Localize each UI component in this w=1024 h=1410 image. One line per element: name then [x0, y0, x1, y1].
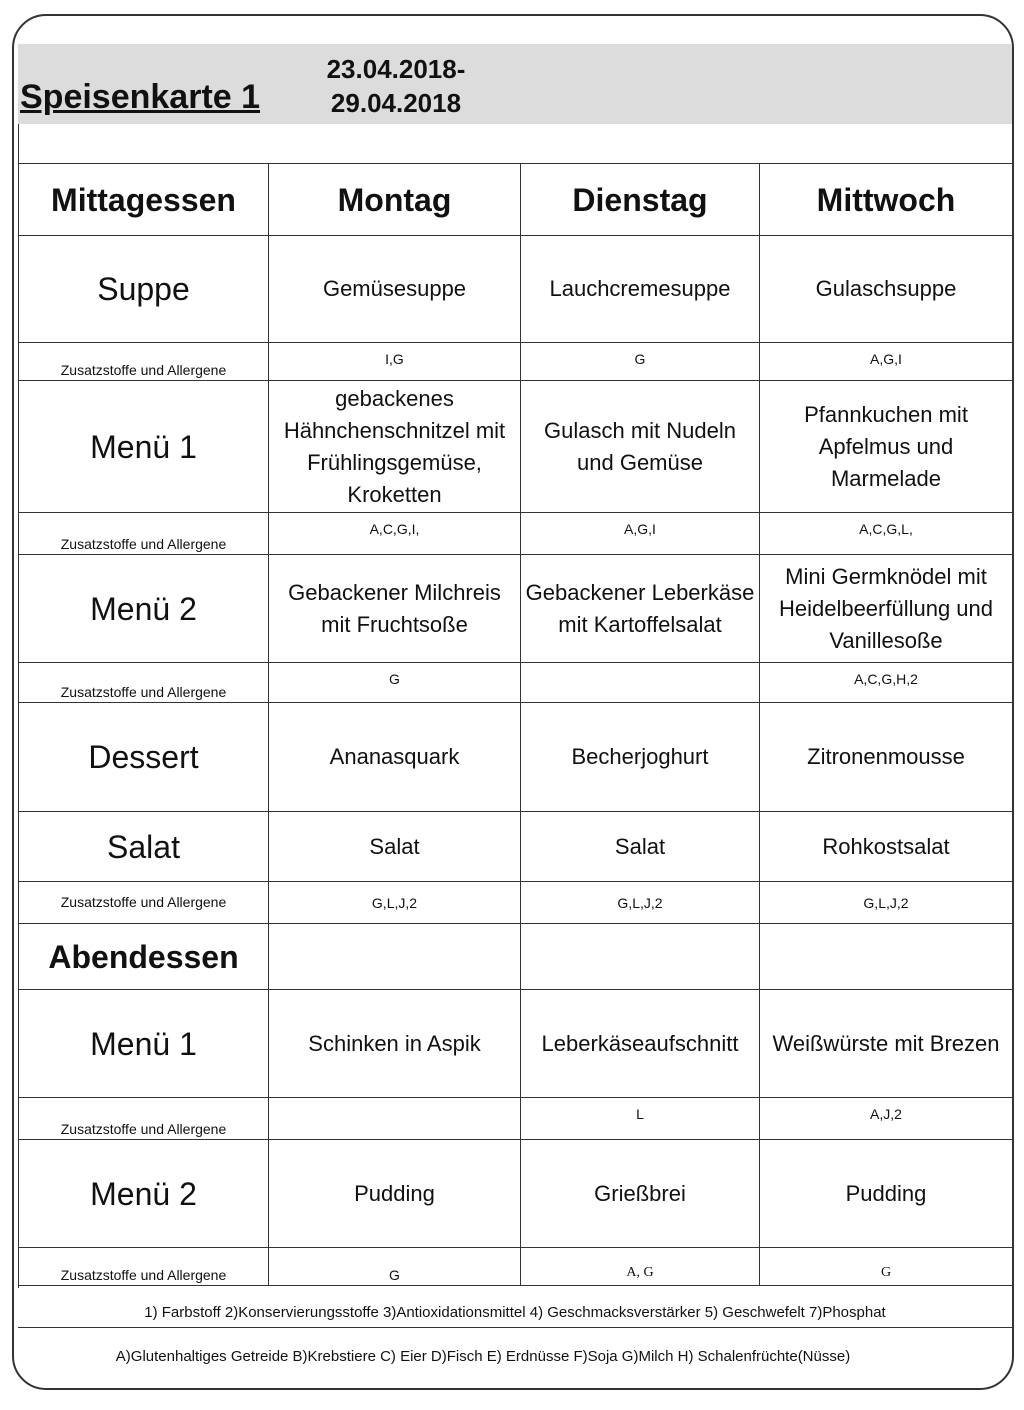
allergen-dienstag: A,G,I — [521, 513, 760, 555]
column-header-mittwoch: Mittwoch — [760, 164, 1013, 236]
footnote-divider — [18, 1327, 1012, 1328]
table-row — [19, 990, 1013, 1098]
allergen-montag: G,L,J,2 — [269, 882, 521, 924]
abendessen-dienstag — [521, 924, 760, 990]
allergen-montag — [269, 1098, 521, 1140]
salat-mittwoch: Rohkostsalat — [760, 812, 1013, 882]
menu1-dienstag: Gulasch mit Nudeln und Gemüse — [521, 381, 760, 513]
menu1-montag: gebackenes Hähnchenschnitzel mit Frühlingsgemüse, Kroketten — [269, 381, 521, 513]
table-row — [19, 924, 1013, 990]
allergens-legend: A)Glutenhaltiges Getreide B)Krebstiere C) Eier D)Fisch E) Erdnüsse F)Soja G)Milch H) Schalenfrüchte(Nüsse) — [115, 1348, 851, 1365]
row-label-suppe: Suppe — [19, 236, 269, 343]
table-row — [19, 513, 1013, 555]
table-row — [19, 381, 1013, 513]
allergen-montag: A,C,G,I, — [269, 513, 521, 555]
suppe-dienstag: Lauchcremesuppe — [521, 236, 760, 343]
allergen-mittwoch: A,C,G,L, — [760, 513, 1013, 555]
abend-menu2-dienstag: Grießbrei — [521, 1140, 760, 1248]
allergen-mittwoch: G — [760, 1248, 1013, 1286]
date-range-end: 29.04.2018 — [330, 88, 462, 118]
menu2-montag: Gebackener Milchreis mit Fruchtsoße — [269, 555, 521, 663]
row-label-menu1: Menü 1 — [19, 381, 269, 513]
allergen-dienstag: L — [521, 1098, 760, 1140]
allergen-label: Zusatzstoffe und Allergene — [19, 1098, 269, 1140]
page-title: Speisenkarte 1 — [20, 78, 261, 116]
allergen-mittwoch: A,C,G,H,2 — [760, 663, 1013, 703]
table-row — [19, 236, 1013, 343]
row-label-salat: Salat — [19, 812, 269, 882]
allergen-montag: G — [269, 663, 521, 703]
allergen-dienstag: G — [521, 343, 760, 381]
suppe-mittwoch: Gulaschsuppe — [760, 236, 1013, 343]
abend-menu1-dienstag: Leberkäseaufschnitt — [521, 990, 760, 1098]
allergen-label: Zusatzstoffe und Allergene — [19, 1248, 269, 1286]
abend-menu2-mittwoch: Pudding — [760, 1140, 1013, 1248]
allergen-label: Zusatzstoffe und Allergene — [19, 343, 269, 381]
row-label-abend-menu2: Menü 2 — [19, 1140, 269, 1248]
abendessen-mittwoch — [760, 924, 1013, 990]
salat-montag: Salat — [269, 812, 521, 882]
abendessen-montag — [269, 924, 521, 990]
allergen-mittwoch: G,L,J,2 — [760, 882, 1013, 924]
allergen-mittwoch: A,J,2 — [760, 1098, 1013, 1140]
table-row — [19, 1140, 1013, 1248]
row-label-abend-menu1: Menü 1 — [19, 990, 269, 1098]
dessert-montag: Ananasquark — [269, 703, 521, 812]
row-label-dessert: Dessert — [19, 703, 269, 812]
allergen-label: Zusatzstoffe und Allergene — [19, 882, 269, 924]
allergen-dienstag: A, G — [521, 1248, 760, 1286]
table-row — [19, 343, 1013, 381]
suppe-montag: Gemüsesuppe — [269, 236, 521, 343]
table-row — [19, 703, 1013, 812]
allergen-montag: I,G — [269, 343, 521, 381]
column-header-mittagessen: Mittagessen — [19, 164, 269, 236]
table-row — [19, 882, 1013, 924]
table-row — [19, 1098, 1013, 1140]
allergen-dienstag: G,L,J,2 — [521, 882, 760, 924]
menu1-mittwoch: Pfannkuchen mit Apfelmus und Marmelade — [760, 381, 1013, 513]
allergen-dienstag — [521, 663, 760, 703]
allergen-label: Zusatzstoffe und Allergene — [19, 513, 269, 555]
date-range-start: 23.04.2018- — [326, 54, 466, 84]
abend-menu2-montag: Pudding — [269, 1140, 521, 1248]
section-label-abendessen: Abendessen — [19, 924, 269, 990]
additives-legend: 1) Farbstoff 2)Konservierungsstoffe 3)Antioxidationsmittel 4) Geschmacksverstärker 5) Geschwefelt 7)Phosphat — [144, 1304, 886, 1321]
table-row — [19, 555, 1013, 663]
dessert-mittwoch: Zitronenmousse — [760, 703, 1013, 812]
salat-dienstag: Salat — [521, 812, 760, 882]
row-label-menu2: Menü 2 — [19, 555, 269, 663]
table-header-row — [19, 164, 1013, 236]
table-row — [19, 812, 1013, 882]
date-range — [296, 52, 496, 120]
menu-table — [18, 163, 1013, 1286]
allergen-mittwoch: A,G,I — [760, 343, 1013, 381]
abend-menu1-mittwoch: Weißwürste mit Brezen — [760, 990, 1013, 1098]
table-row — [19, 663, 1013, 703]
column-header-montag: Montag — [269, 164, 521, 236]
allergen-montag: G — [269, 1248, 521, 1286]
allergen-label: Zusatzstoffe und Allergene — [19, 663, 269, 703]
abend-menu1-montag: Schinken in Aspik — [269, 990, 521, 1098]
column-header-dienstag: Dienstag — [521, 164, 760, 236]
menu2-dienstag: Gebackener Leberkäse mit Kartoffelsalat — [521, 555, 760, 663]
menu2-mittwoch: Mini Germknödel mit Heidelbeerfüllung und Vanillesoße — [760, 555, 1013, 663]
dessert-dienstag: Becherjoghurt — [521, 703, 760, 812]
table-row — [19, 1248, 1013, 1286]
